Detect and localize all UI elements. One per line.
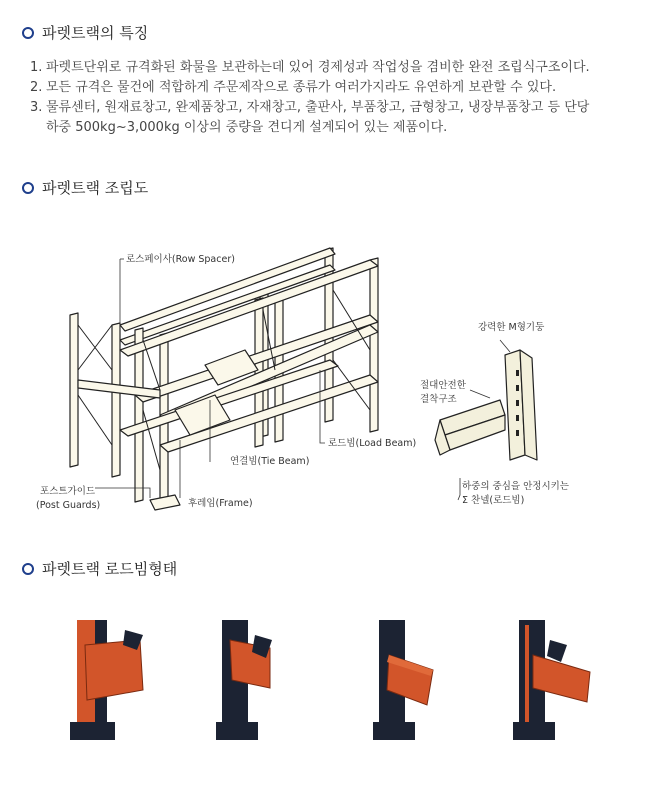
label-safe-2: 결착구조 [420,394,457,405]
label-m-column: 강력한 M형기둥 [478,322,545,333]
label-row-spacer: 로스페이사(Row Spacer) [126,254,235,265]
circle-bullet-icon [22,27,34,39]
section-title-features [22,22,148,43]
feature-item: 1. 파렛트단위로 규격화된 화물을 보관하는데 있어 경제성과 작업성을 겸비한 완전 조립식구조이다. [30,60,590,75]
beam-photo-row [0,600,667,750]
feature-item: 2. 모든 규격은 물건에 적합하게 주문제작으로 종류가 여러가지라도 유연하게 보관할 수 있다. [30,80,557,95]
label-channel-2: Σ 찬넬(로드빔) [462,495,525,506]
rack-assembly-diagram [0,230,667,520]
label-post-guards: 포스트가이드 [40,486,96,497]
section-title-assembly [22,177,148,198]
label-load-beam: 로드빔(Load Beam) [328,438,417,449]
circle-bullet-icon [22,563,34,575]
rack-drawing [0,230,667,520]
label-channel-1: 하중의 중심을 안정시키는 [462,481,569,492]
circle-bullet-icon [22,182,34,194]
assembly-title: 파렛트랙 조립도 [42,179,149,197]
feature-item: 3. 물류센터, 원재료창고, 완제품창고, 자재창고, 출판사, 부품창고, 금형창고, 냉장부품창고 등 단당 [30,100,590,115]
label-safe-1: 절대안전한 [420,380,466,391]
features-title: 파렛트랙의 특징 [42,24,149,42]
beam-photo-3 [365,610,455,740]
label-post-guards-en: (Post Guards) [36,500,101,511]
beam-photo-2 [210,610,300,740]
features-list [30,58,650,138]
beam-title: 파렛트랙 로드빔형태 [42,560,178,578]
beam-photo-1 [65,610,155,740]
beam-photo-4 [505,610,595,740]
label-tie-beam: 연결빔(Tie Beam) [230,456,310,467]
label-frame: 후레임(Frame) [188,498,253,509]
section-title-beam-types [22,558,177,579]
feature-item-continuation: 하중 500kg~3,000kg 이상의 중량을 견디게 설계되어 있는 제품이다. [46,120,448,135]
